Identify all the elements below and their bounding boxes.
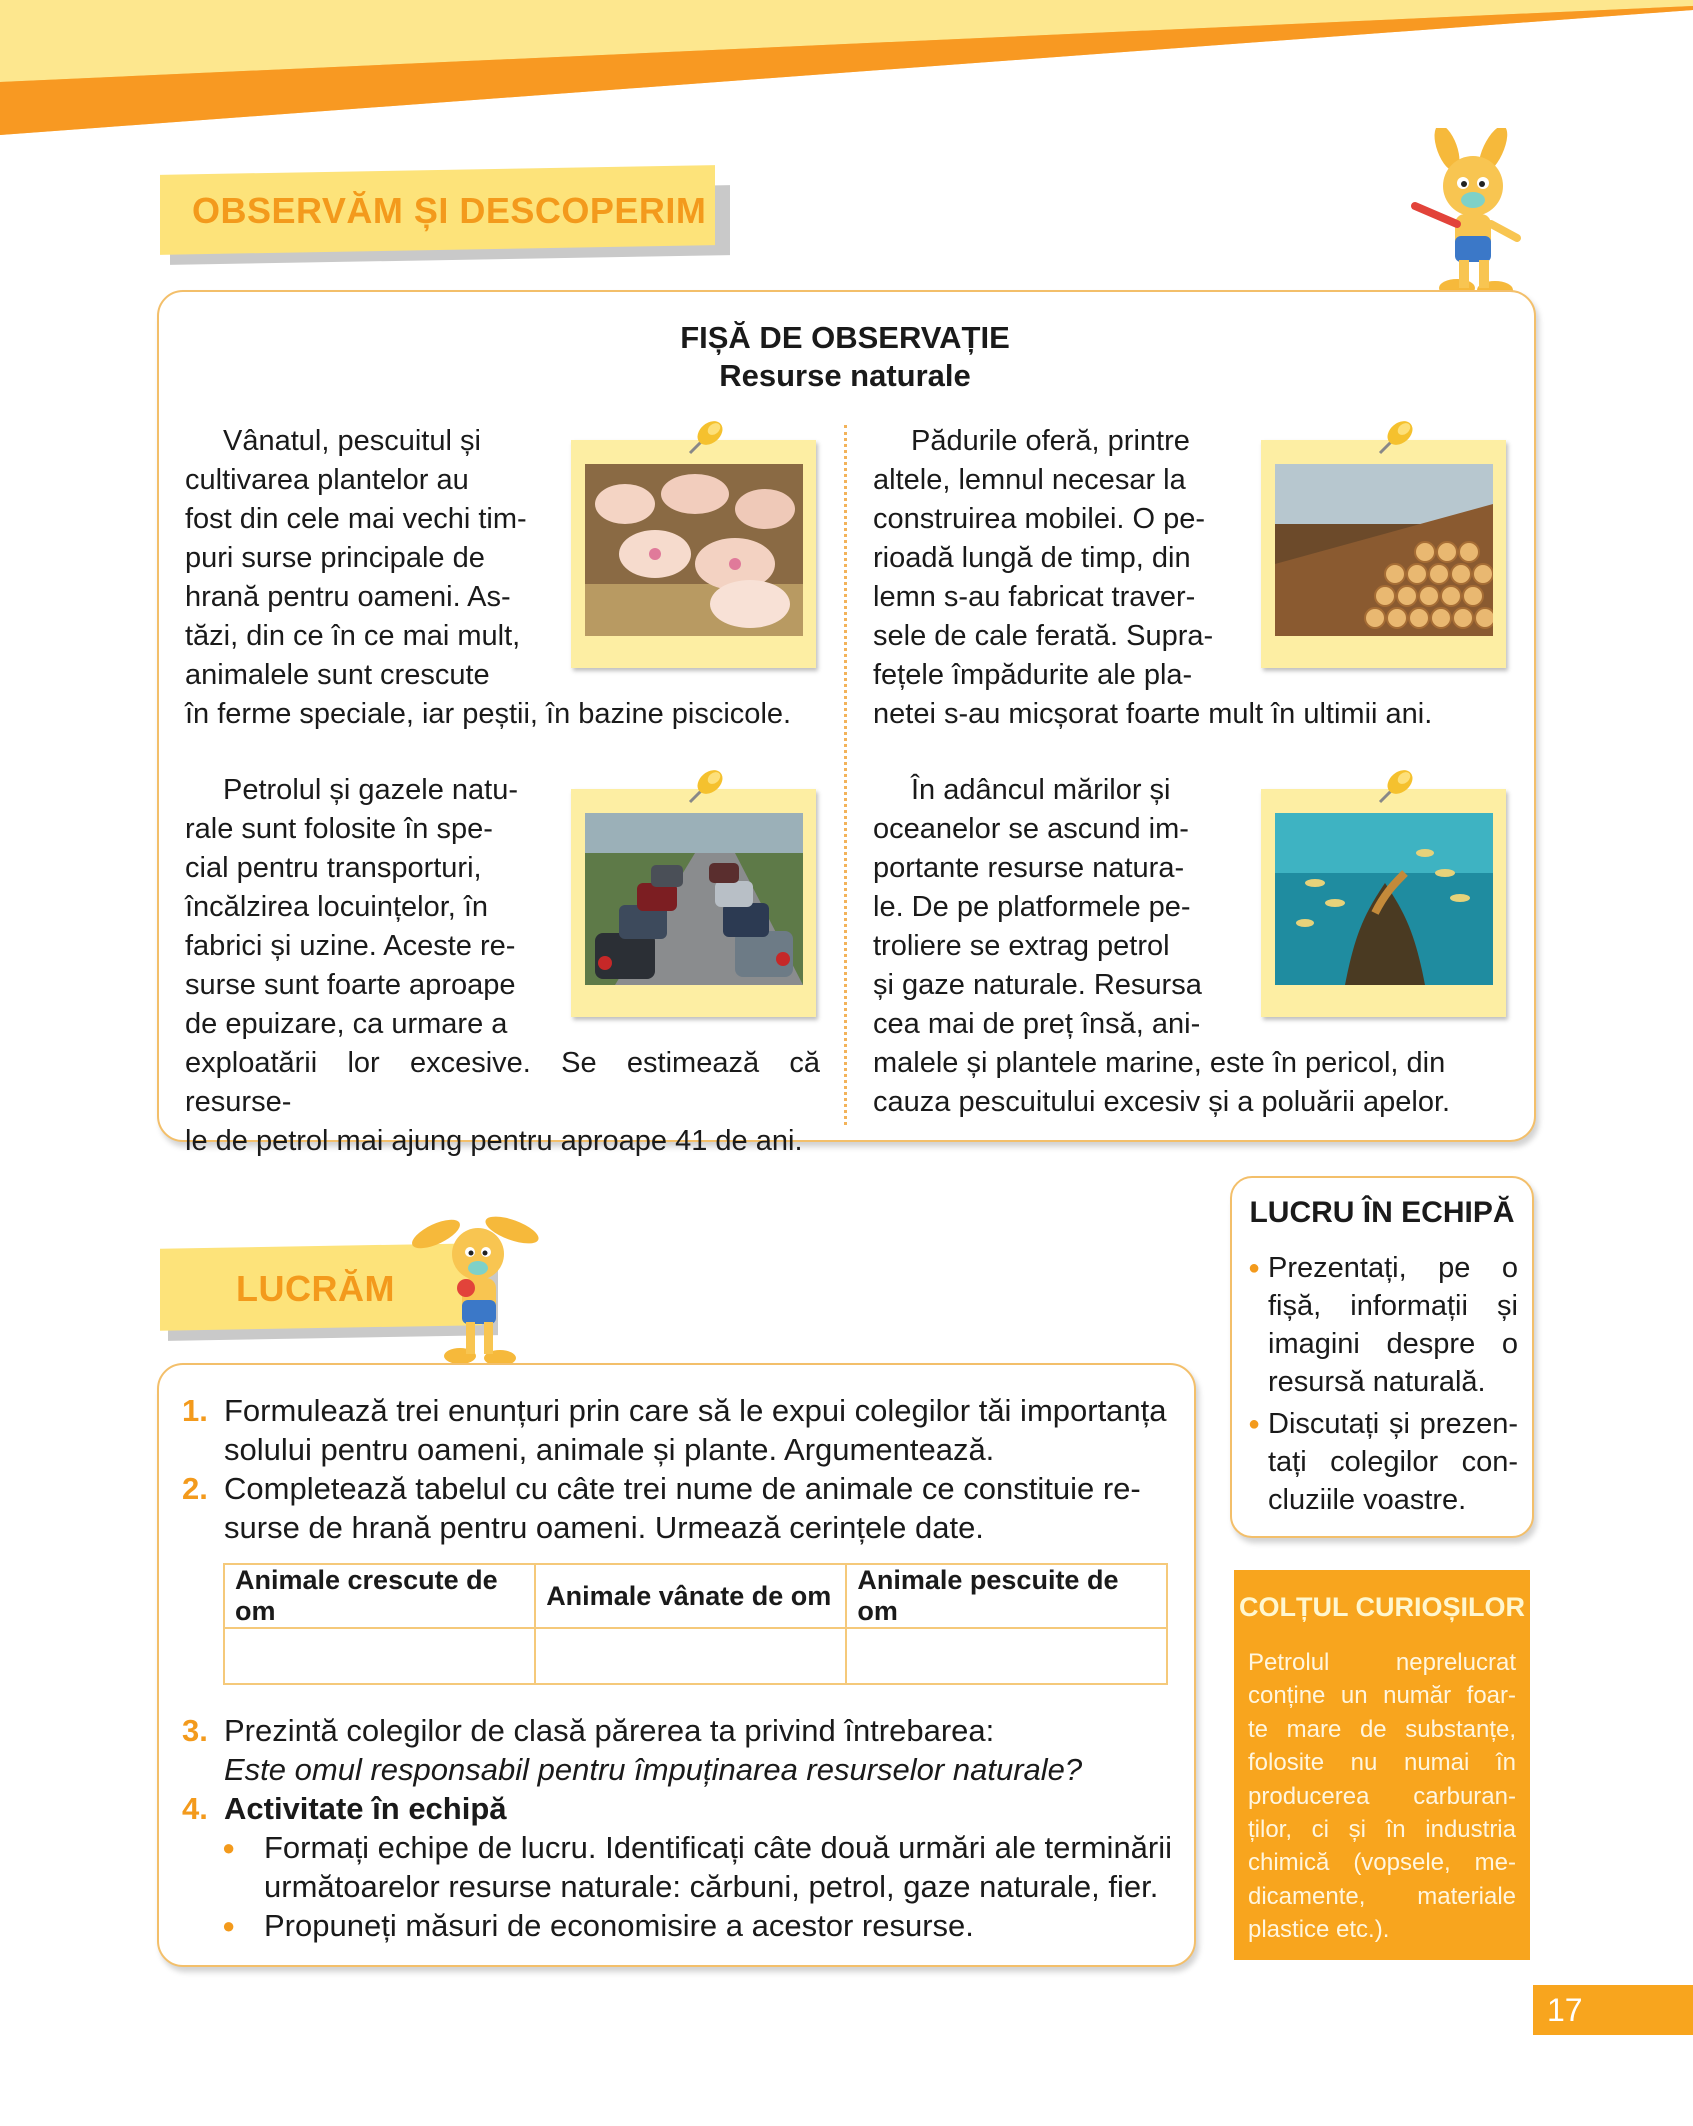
text-line: surse sunt foarte aproape (185, 969, 516, 1001)
text-line: le de petrol mai ajung pentru aproape 41 de ani. (185, 1125, 803, 1157)
task-line: Formulează trei enunțuri prin care să le expui colegilor tăi importanța (224, 1393, 1167, 1428)
table-cell-input[interactable] (224, 1628, 535, 1684)
bullet-line: următoarelor resurse naturale: cărbuni, petrol, gaze naturale, fier. (264, 1869, 1159, 1904)
pushpin-icon (1372, 764, 1418, 810)
curious-line: te mare de substanțe, (1248, 1715, 1516, 1743)
text-line: animalele sunt crescute (185, 659, 490, 691)
text-line: troliere se extrag petrol (873, 930, 1170, 962)
task-number: 2. (182, 1471, 208, 1506)
curious-line: dicamente, materiale (1248, 1882, 1516, 1910)
text-line: rioadă lungă de timp, din (873, 542, 1191, 574)
curious-line: folosite nu numai în (1248, 1749, 1516, 1777)
text-line: încălzirea locuințelor, în (185, 891, 489, 923)
text-line: În adâncul mărilor și (911, 774, 1171, 806)
bullet-item (222, 1828, 1182, 1906)
task-number: 4. (182, 1791, 208, 1826)
photo-logs (1261, 440, 1506, 668)
curious-line: plastice etc.). (1248, 1916, 1390, 1944)
sheet-title: FIȘĂ DE OBSERVAȚIE (680, 320, 1010, 355)
text-line: cea mai de preț însă, ani- (873, 1008, 1201, 1040)
curious-line: producerea carburan- (1248, 1782, 1516, 1810)
bullet-dot-icon: ● (1248, 1257, 1261, 1279)
teamwork-title: LUCRU ÎN ECHIPĂ (1249, 1196, 1515, 1229)
underwater-image (1275, 813, 1493, 985)
page-number: 17 (1547, 1992, 1583, 2028)
task-line: solului pentru oameni, animale și plante. Argumentează. (224, 1432, 995, 1467)
pushpin-icon (682, 415, 728, 461)
text-line: cial pentru transporturi, (185, 852, 482, 884)
bullet-line: Propuneți măsuri de economisire a acestor resurse. (264, 1908, 974, 1943)
pushpin-icon (682, 764, 728, 810)
page-number-tab (1533, 1985, 1693, 2035)
curious-corner-box (1234, 1570, 1530, 1960)
section-banner-observam (160, 160, 730, 260)
text-line: Petrolul și gazele natu- (223, 774, 518, 806)
task-2 (182, 1469, 1172, 1547)
text-line: lemn s-au fabricat traver- (873, 581, 1196, 613)
task-3 (182, 1711, 1172, 1789)
text-line: rale sunt folosite în spe- (185, 813, 493, 845)
task-line: Activitate în echipă (224, 1791, 507, 1826)
teamwork-line: Discutați și prezen- (1268, 1408, 1518, 1440)
bullet-item (222, 1906, 1182, 1945)
text-line: puri surse principale de (185, 542, 485, 574)
text-line: oceanelor se ascund im- (873, 813, 1189, 845)
text-line: în ferme speciale, iar peștii, în bazine piscicole. (185, 698, 792, 730)
logs-image (1275, 464, 1493, 636)
text-line: hrană pentru oameni. As- (185, 581, 511, 613)
task-number: 1. (182, 1393, 208, 1428)
sheet-subtitle: Resurse naturale (719, 358, 971, 393)
section-title: LUCRĂM (236, 1268, 395, 1309)
text-line: Pădurile oferă, printre (911, 425, 1190, 457)
traffic-image (585, 813, 803, 985)
section-title: OBSERVĂM ȘI DESCOPERIM (192, 190, 707, 231)
curious-corner-text (1248, 1646, 1516, 1947)
text-line: sele de cale ferată. Supra- (873, 620, 1214, 652)
photo-traffic (571, 789, 816, 1017)
task-line: Prezintă colegilor de clasă părerea ta privind întrebarea: (224, 1713, 995, 1748)
column-divider (844, 425, 847, 1125)
text-line: le. De pe platformele pe- (873, 891, 1191, 923)
text-line: cultivarea plantelor au (185, 464, 469, 496)
text-line: malele și plantele marine, este în pericol, din (873, 1047, 1446, 1079)
teamwork-line: tați colegilor con- (1268, 1446, 1518, 1478)
text-line: tăzi, din ce în ce mai mult, (185, 620, 521, 652)
task-1 (182, 1391, 1172, 1469)
text-line: fețele împădurite ale pla- (873, 659, 1193, 691)
text-line: altele, lemnul necesar la (873, 464, 1186, 496)
bullet-dot-icon: ● (1248, 1413, 1261, 1435)
curious-line: conține un număr foar- (1248, 1682, 1516, 1710)
text-line: Vânatul, pescuitul și (223, 425, 481, 457)
table-cell-input[interactable] (846, 1628, 1167, 1684)
text-line: exploatării lor excesive. Se estimează că resurse- (185, 1047, 820, 1118)
task-number: 3. (182, 1713, 208, 1748)
text-line: fabrici și uzine. Aceste re- (185, 930, 516, 962)
photo-pigs (571, 440, 816, 668)
teamwork-line: fișă, informații și (1268, 1290, 1518, 1322)
bullet-dot-icon: ● (222, 1835, 236, 1860)
curious-line: ților, ci și în industria (1248, 1816, 1516, 1844)
bullet-line: Formați echipe de lucru. Identificați câte două urmări ale terminării (264, 1830, 1173, 1865)
rabbit-mascot (1395, 128, 1545, 308)
photo-underwater (1261, 789, 1506, 1017)
table-header: Animale vânate de om (535, 1564, 846, 1628)
teamwork-line: cluziile voastre. (1268, 1484, 1467, 1516)
teamwork-line: resursă naturală. (1268, 1366, 1486, 1398)
curious-line: chimică (vopsele, me- (1248, 1849, 1516, 1877)
task-question: Este omul responsabil pentru împuținarea resurselor naturale? (224, 1752, 1083, 1787)
teamwork-line: Prezentați, pe o (1268, 1252, 1518, 1284)
task-4 (182, 1789, 1172, 1828)
text-line: portante resurse natura- (873, 852, 1185, 884)
top-decorative-band (0, 0, 1693, 140)
curious-line: Petrolul neprelucrat (1248, 1649, 1516, 1676)
text-line: cauza pescuitului excesiv și a poluării apelor. (873, 1086, 1451, 1118)
text-line: construirea mobilei. O pe- (873, 503, 1206, 535)
text-line: fost din cele mai vechi tim- (185, 503, 527, 535)
task-line: surse de hrană pentru oameni. Urmează cerințele date. (224, 1510, 984, 1545)
table-header: Animale pescuite de om (846, 1564, 1167, 1628)
text-line: și gaze naturale. Resursa (873, 969, 1202, 1001)
bullet-dot-icon: ● (222, 1913, 236, 1938)
pigs-image (585, 464, 803, 636)
teamwork-item (1248, 1249, 1518, 1401)
table-cell-input[interactable] (535, 1628, 846, 1684)
text-line: de epuizare, ca urmare a (185, 1008, 508, 1040)
pushpin-icon (1372, 415, 1418, 461)
animals-table (223, 1563, 1168, 1685)
rabbit-mascot (400, 1208, 550, 1368)
teamwork-item (1248, 1405, 1518, 1519)
table-header: Animale crescute de om (224, 1564, 535, 1628)
task-line: Completează tabelul cu câte trei nume de animale ce constituie re- (224, 1471, 1141, 1506)
teamwork-line: imagini despre o (1268, 1328, 1518, 1360)
curious-corner-title: COLȚUL CURIOȘILOR (1239, 1592, 1525, 1622)
text-line: netei s-au micșorat foarte mult în ultimii ani. (873, 698, 1433, 730)
